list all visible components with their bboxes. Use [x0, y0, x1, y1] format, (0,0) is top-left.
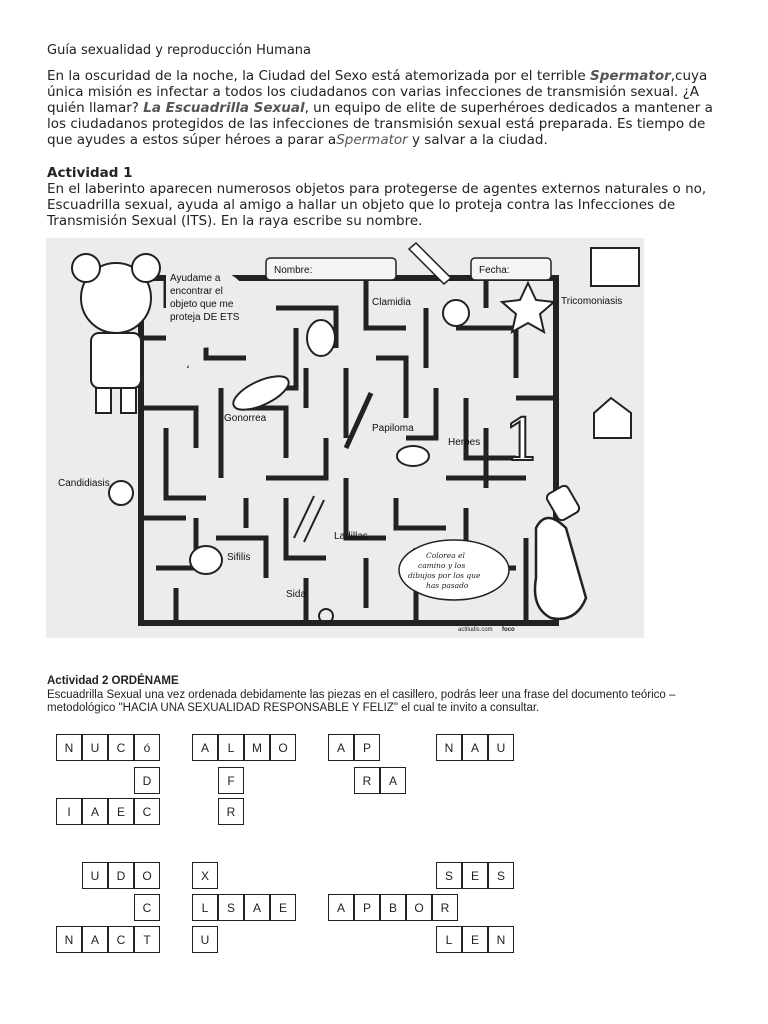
- intro-text-2: ,cuya única misión es infectar a todos los ciudadanos con varias infecciones de transmisión sexual. ¿A quién llamar?: [47, 68, 708, 116]
- intro-text-3: , un equipo de elite de superhéroes dedicados a mantener a los ciudadanos protegidos de las infecciones de transmisión sexual está preparada. Es tiempo de que ayudes a estos súper héroes a parar a: [47, 100, 713, 148]
- piece-cell: E: [108, 798, 134, 825]
- note-bubble: [399, 540, 509, 600]
- label-herpes: Herpes: [448, 437, 481, 448]
- piece-cell: U: [82, 862, 108, 889]
- bubble-line-2: encontrar el: [170, 286, 223, 297]
- piece-cell: N: [56, 926, 82, 953]
- intro-paragraph: [47, 68, 727, 148]
- piece-cell: U: [488, 734, 514, 761]
- label-tricomoniasis: Tricomoniasis: [561, 296, 623, 307]
- calendar-icon: [591, 248, 639, 286]
- bubble-line-3: objeto que me: [170, 299, 234, 310]
- note-line-4: has pasado: [426, 581, 469, 590]
- piece-cell: A: [328, 734, 354, 761]
- note-line-3: dibujos por los que: [408, 571, 481, 580]
- piece-cell: E: [270, 894, 296, 921]
- piece-cell: O: [134, 862, 160, 889]
- piece-cell: S: [436, 862, 462, 889]
- maze-worksheet: [46, 238, 644, 638]
- piece-cell: A: [380, 767, 406, 794]
- note-line-2: camino y los: [418, 561, 466, 570]
- note-line-1: Colorea el: [426, 551, 465, 560]
- piece-cell: A: [82, 926, 108, 953]
- piece-cell: A: [82, 798, 108, 825]
- piece-cell: O: [270, 734, 296, 761]
- team-name: La Escuadrilla Sexual: [143, 100, 305, 116]
- piece-cell: E: [462, 862, 488, 889]
- octopus-icon: [190, 546, 222, 574]
- piece-cell: A: [192, 734, 218, 761]
- piece-cell: M: [244, 734, 270, 761]
- piece-cell: S: [218, 894, 244, 921]
- label-papiloma: Papiloma: [372, 423, 414, 434]
- intro-text-4: y salvar a la ciudad.: [407, 132, 548, 148]
- piece-cell: O: [406, 894, 432, 921]
- key-icon: [109, 481, 133, 505]
- piece-cell: R: [218, 798, 244, 825]
- label-sifilis: Sifilis: [227, 552, 251, 563]
- intro-text-1: En la oscuridad de la noche, la Ciudad del Sexo está atemorizada por el terrible: [47, 68, 590, 84]
- piece-cell: B: [380, 894, 406, 921]
- piece-cell: U: [82, 734, 108, 761]
- piece-cell: C: [108, 926, 134, 953]
- label-sida: Sida: [286, 589, 307, 600]
- piece-cell: A: [462, 734, 488, 761]
- bubble-line-1: Ayudame a: [170, 273, 221, 284]
- piece-cell: R: [432, 894, 458, 921]
- piece-cell: L: [218, 734, 244, 761]
- piece-cell: C: [134, 798, 160, 825]
- number-one-icon: 1: [504, 406, 541, 474]
- piece-cell: S: [488, 862, 514, 889]
- footer-brand: actiludis.com: [458, 627, 493, 633]
- villain-name-2: Spermator: [336, 132, 408, 148]
- piece-cell: C: [134, 894, 160, 921]
- piece-cell: C: [108, 734, 134, 761]
- label-candidiasis: Candidiasis: [58, 478, 110, 489]
- bubble-line-4: proteja DE ETS: [170, 312, 240, 323]
- piece-cell: U: [192, 926, 218, 953]
- rabbit-icon: [307, 320, 335, 356]
- piece-cell: L: [192, 894, 218, 921]
- snail-icon: [443, 300, 469, 326]
- villain-name: Spermator: [589, 68, 671, 84]
- piece-cell: I: [56, 798, 82, 825]
- spider-icon: [397, 446, 429, 466]
- piece-cell: L: [436, 926, 462, 953]
- piece-cell: N: [436, 734, 462, 761]
- piece-cell: P: [354, 894, 380, 921]
- piece-cell: D: [108, 862, 134, 889]
- activity2-instructions: Escuadrilla Sexual una vez ordenada debidamente las piezas en el casillero, podrás leer una frase del documento teórico – metodológico "HACIA UNA SEXUALIDAD RESPONSABLE Y FELIZ" el cual te invito a consultar.: [47, 689, 676, 714]
- piece-cell: E: [462, 926, 488, 953]
- piece-cell: F: [218, 767, 244, 794]
- piece-cell: N: [488, 926, 514, 953]
- label-ladillas: Ladillas: [334, 531, 368, 542]
- label-gonorrea: Gonorrea: [224, 413, 267, 424]
- label-clamidia: Clamidia: [372, 297, 411, 308]
- piece-cell: N: [56, 734, 82, 761]
- piece-cell: D: [134, 767, 160, 794]
- activity1-instructions: En el laberinto aparecen numerosos objetos para protegerse de agentes externos naturales o no, Escuadrilla sexual, ayuda al amigo a hallar un objeto que lo proteja contra las Infecciones de Transmisión Sexual (ITS). En la raya escribe su nombre.: [47, 181, 707, 229]
- piece-cell: A: [244, 894, 270, 921]
- piece-cell: P: [354, 734, 380, 761]
- document-title: Guía sexualidad y reproducción Humana: [47, 43, 312, 58]
- piece-cell: X: [192, 862, 218, 889]
- piece-cell: R: [354, 767, 380, 794]
- piece-cell: T: [134, 926, 160, 953]
- piece-cell: A: [328, 894, 354, 921]
- activity1-heading: Actividad 1: [47, 165, 133, 181]
- footer-brand-2: foco: [502, 627, 515, 633]
- piece-cell: ó: [134, 734, 160, 761]
- name-field-label: Nombre:: [274, 265, 313, 276]
- activity2-heading: Actividad 2 ORDÉNAME: [47, 675, 179, 687]
- date-field-label: Fecha:: [479, 265, 510, 276]
